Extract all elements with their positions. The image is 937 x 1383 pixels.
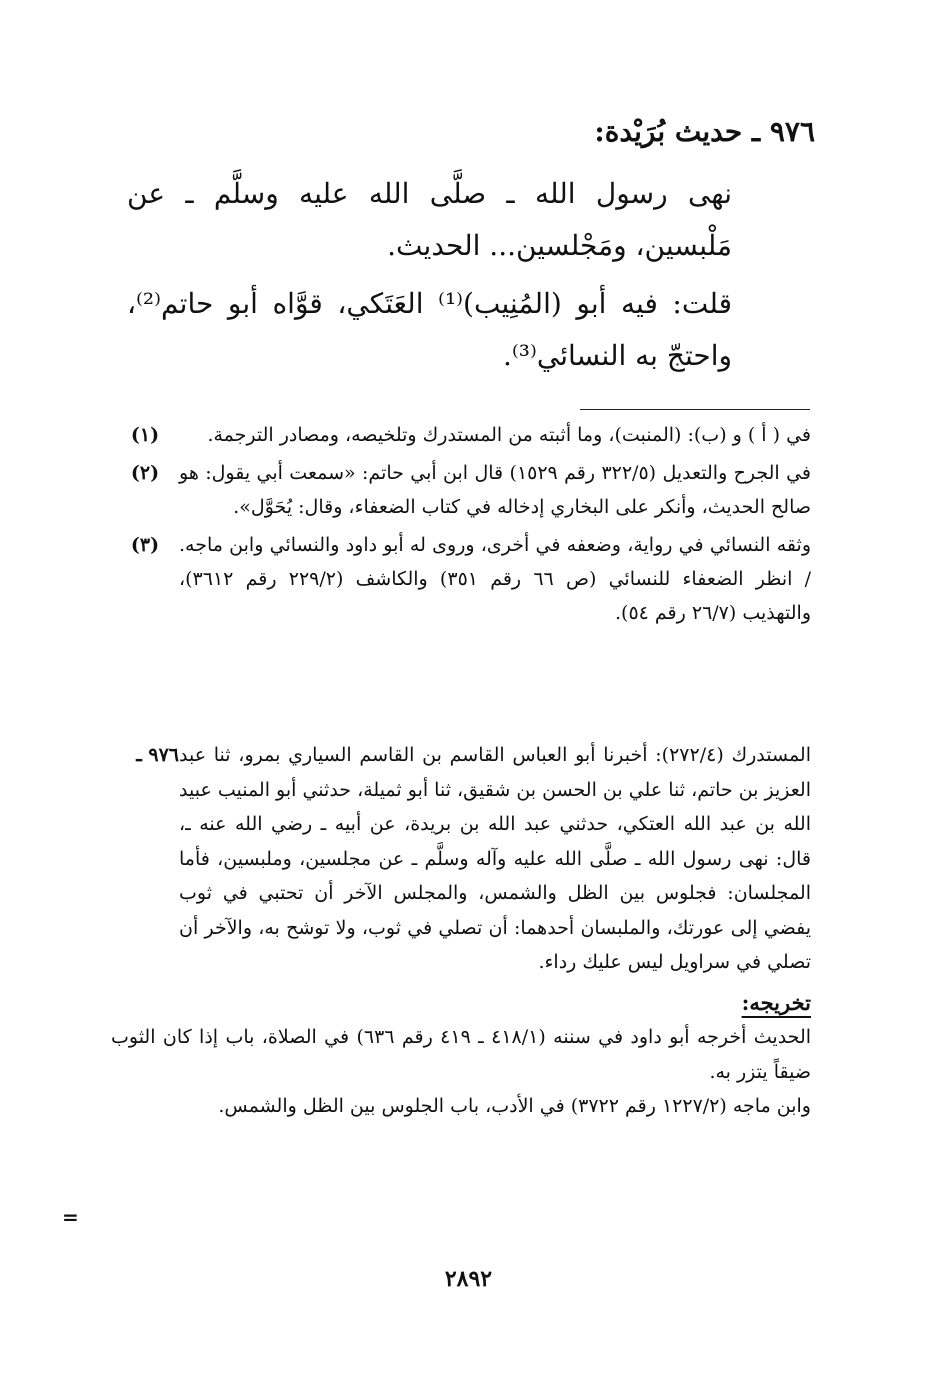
hadith-heading: ٩٧٦ ـ حديث بُرَيْدة: — [594, 115, 815, 148]
footnote-text: في الجرح والتعديل (٣٢٢/٥ رقم ١٥٢٩) قال ابن أبي حاتم: «سمعت أبي يقول: هو صالح الحديث، وأنكر على البخاري إدخاله في كتاب الضعفاء، وقال: يُحَوَّل». — [179, 462, 812, 518]
footnote-3 — [111, 528, 811, 630]
entry-text: المستدرك (٢٧٢/٤): أخبرنا أبو العباس القاسم بن القاسم السياري بمرو، ثنا عبد العزيز بن حاتم، ثنا علي بن الحسن بن شقيق، ثنا أبو ثميلة، حدثني أبو المنيب عبيد الله بن عبد الله العتكي، حدثني عبد الله بن بريدة، عن أبيه ـ رضي الله عنه ـ، قال: نهى رسول الله ـ صلَّى الله عليه وآله وسلَّم ـ عن مجلسين، وملبسين، فأما المجلسان: فجلوس بين الظل والشمس، والمجلس الآخر أن تحتبي في ثوب يفضي إلى عورتك، والملبسان أحدهما: أن تصلي في ثوب، ولا توشح به، والآخر أن تصلي في سراويل ليس عليك رداء. — [179, 744, 811, 973]
entry-number: ٩٧٦ ـ — [136, 744, 179, 766]
footnote-number: (١) — [130, 424, 160, 446]
footnote-2 — [111, 456, 811, 524]
footnotes — [111, 418, 811, 634]
hadith-text: نهى رسول الله ـ صلَّى الله عليه وسلَّم ـ عن مَلْبسين، ومَجْلسين... الحديث. — [127, 177, 732, 262]
footnote-number: (٣) — [130, 534, 160, 556]
footnote-text: في ( أ ) و (ب): (المنبت)، وما أثبته من المستدرك وتلخيصه، ومصادر الترجمة. — [207, 424, 811, 446]
takhrij-entry — [111, 738, 811, 980]
footnote-text: وثقه النسائي في رواية، وضعفه في أخرى، وروى له أبو داود والنسائي وابن ماجه. / انظر الضعفاء للنسائي (ص ٦٦ رقم ٣٥١) والكاشف (٢٢٩/٢ رقم ٣٦١٢)، والتهذيب (٢٦/٧ رقم ٥٤). — [179, 534, 812, 624]
takhrij-line-1: الحديث أخرجه أبو داود في سننه (٤١٨/١ ـ ٤١٩ رقم ٦٣٦) في الصلاة، باب إذا كان الثوب ضيقاً يتزر به. — [111, 1026, 812, 1083]
takhrij-line-2: وابن ماجه (١٢٢٧/٢ رقم ٣٧٢٢) في الأدب، باب الجلوس بين الظل والشمس. — [218, 1095, 811, 1117]
continuation-mark: = — [62, 1205, 79, 1229]
footnote-1 — [111, 418, 811, 452]
takhrij-section — [111, 738, 811, 1124]
page-number: ٢٨٩٢ — [444, 1266, 493, 1292]
footnote-divider — [580, 409, 810, 410]
footnote-number: (٢) — [130, 462, 160, 484]
takhrij-heading: تخريجه: — [741, 989, 811, 1015]
comment-text: قلت: فيه أبو (المُنِيب)⁽¹⁾ العَتَكي، قوَّاه أبو حاتم⁽²⁾، واحتجّ به النسائي⁽³⁾. — [127, 287, 732, 372]
main-text — [127, 168, 732, 388]
